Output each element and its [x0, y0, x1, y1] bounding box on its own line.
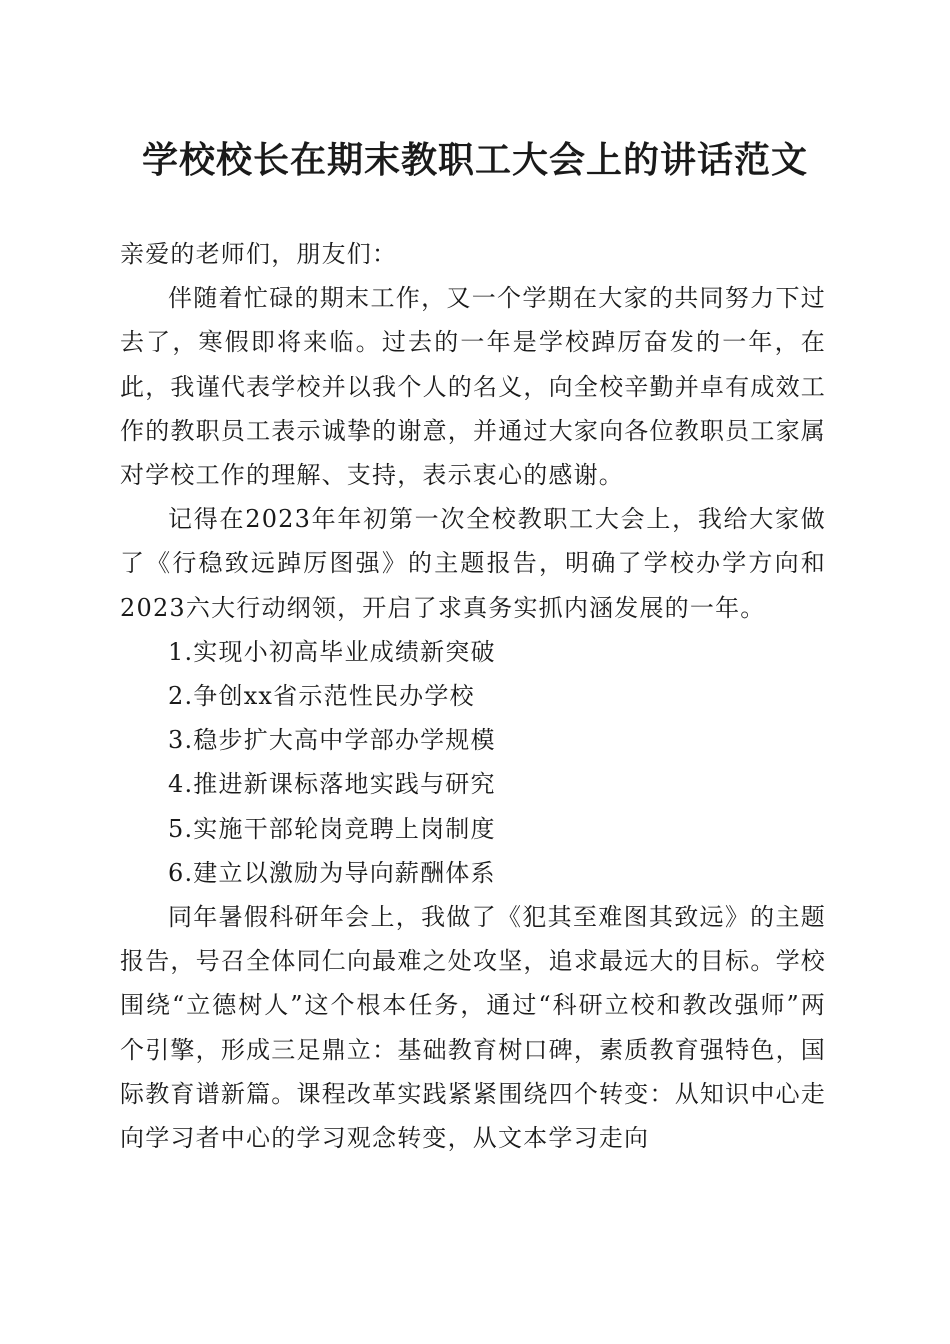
list-item: 5.实施干部轮岗竞聘上岗制度 [168, 814, 496, 843]
document-body [120, 232, 826, 1160]
list-item: 3.稳步扩大高中学部办学规模 [168, 726, 496, 755]
list-item: 1.实现小初高毕业成绩新突破 [168, 637, 496, 666]
paragraph-summer-report: 同年暑假科研年会上，我做了《犯其至难图其致远》的主题报告，号召全体同仁向最难之处攻坚，追求最远大的目标。学校围绕“立德树人”这个根本任务，通过“科研立校和教改强师”两个引擎，形成三足鼎立：基础教育树口碑，素质教育强特色，国际教育谱新篇。课程改革实践紧紧围绕四个转变：从知识中心走向学习者中心的学习观念转变，从文本学习走向 [120, 903, 826, 1153]
paragraph-gratitude: 伴随着忙碌的期末工作，又一个学期在大家的共同努力下过去了，寒假即将来临。过去的一年是学校踔厉奋发的一年，在此，我谨代表学校并以我个人的名义，向全校辛勤并卓有成效工作的教职员工表示诚挚的谢意，并通过大家向各位教职员工家属对学校工作的理解、支持，表示衷心的感谢。 [120, 284, 826, 490]
list-item: 6.建立以激励为导向薪酬体系 [168, 858, 496, 887]
document-title: 学校校长在期末教职工大会上的讲话范文 [141, 139, 808, 181]
list-item: 2.争创xx省示范性民办学校 [168, 682, 475, 711]
salutation: 亲爱的老师们，朋友们： [120, 240, 398, 268]
paragraph-report-2023: 记得在2023年年初第一次全校教职工大会上，我给大家做了《行稳致远踔厉图强》的主题报告，明确了学校办学方向和2023六大行动纲领，开启了求真务实抓内涵发展的一年。 [120, 505, 826, 622]
list-item: 4.推进新课标落地实践与研究 [168, 770, 496, 799]
